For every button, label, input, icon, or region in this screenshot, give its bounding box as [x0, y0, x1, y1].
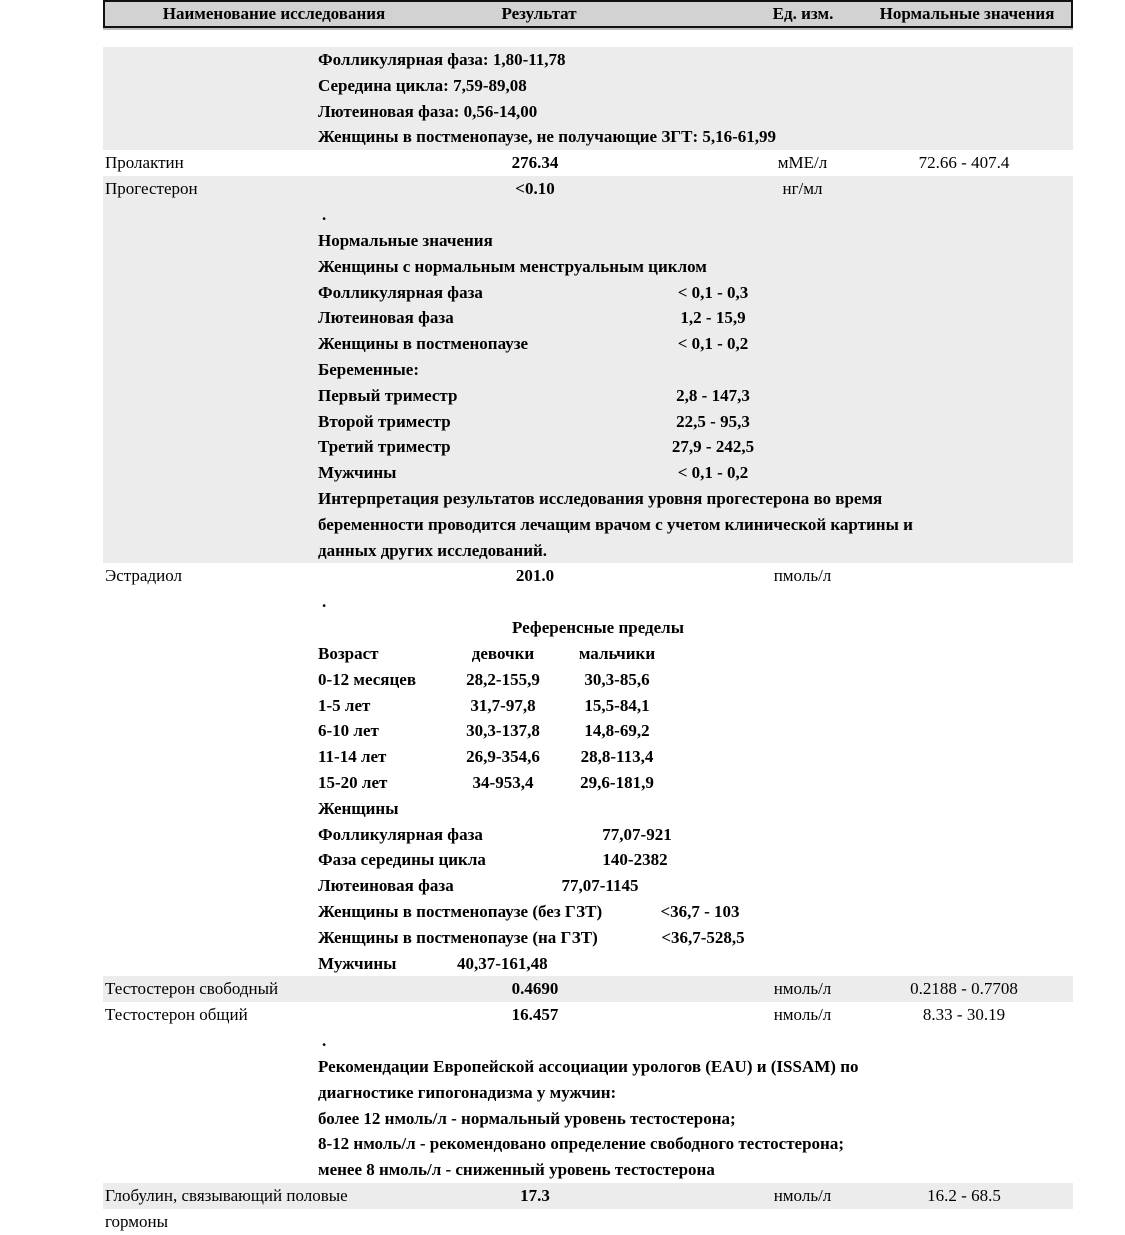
note-age-cell: 0-12 месяцев — [318, 669, 417, 689]
note-line: данных других исследований. — [318, 540, 548, 560]
result-row-testosterone-free — [103, 976, 1073, 1002]
table-header-row — [103, 0, 1073, 28]
note-age-cell: 28,2-155,9 — [466, 669, 540, 689]
note-line: более 12 нмоль/л - нормальный уровень тестостерона; — [318, 1108, 736, 1128]
note-pair-value: <36,7-528,5 — [661, 927, 745, 947]
note-section-title: Референсные пределы — [512, 618, 684, 638]
note-age-cell: 34-953,4 — [472, 772, 534, 792]
note-age-cell: 28,8-113,4 — [580, 747, 654, 767]
note-pair-label: Третий триместр — [318, 437, 451, 457]
units: нмоль/л — [773, 1005, 832, 1025]
test-name: Прогестерон — [105, 179, 198, 199]
top-reference-note — [103, 47, 1073, 150]
note-line: Женщины в постменопаузе, не получающие ЗГТ: 5,16-61,99 — [318, 127, 777, 147]
note-pair — [318, 951, 1073, 977]
test-name: Глобулин, связывающий половые гормоны — [105, 1186, 348, 1232]
note-pair — [318, 331, 1073, 357]
note-pair-label: Женщины в постменопаузе (на ГЗТ) — [318, 927, 598, 947]
note-pair-value: 2,8 - 147,3 — [676, 385, 750, 405]
normal-range: 16.2 - 68.5 — [927, 1186, 1001, 1206]
note-pair-label: Лютеиновая фаза — [318, 308, 454, 328]
result-row-testosterone-total — [103, 1002, 1073, 1028]
results-table — [103, 0, 1073, 1232]
note-age-cell: 30,3-85,6 — [584, 669, 650, 689]
result-value: <0.10 — [515, 179, 555, 199]
note-pair-value: 22,5 - 95,3 — [676, 411, 750, 431]
note-pair-value: < 0,1 - 0,2 — [677, 334, 749, 354]
note-pair — [318, 280, 1073, 306]
note-age-cell: 30,3-137,8 — [466, 721, 540, 741]
note-line: менее 8 нмоль/л - сниженный уровень тестостерона — [318, 1160, 715, 1180]
units: мМЕ/л — [777, 153, 828, 173]
note-pair-value: 77,07-921 — [602, 824, 672, 844]
note-pair — [318, 847, 1073, 873]
note-pair-label: Второй триместр — [318, 411, 451, 431]
note-pair-label: Первый триместр — [318, 385, 458, 405]
note-pair — [318, 305, 1073, 331]
normal-range: 0.2188 - 0.7708 — [910, 979, 1018, 999]
note-line: Рекомендации Европейской ассоциации урологов (EAU) и (ISSAM) по — [318, 1057, 859, 1077]
header-test-name: Наименование исследования — [162, 4, 386, 23]
note-pair — [318, 822, 1073, 848]
note-pair — [318, 873, 1073, 899]
note-pair-value: 40,37-161,48 — [457, 953, 548, 973]
note-age-table-row — [318, 718, 1073, 744]
note-age-cell: мальчики — [578, 643, 656, 663]
note-age-cell: 29,6-181,9 — [580, 772, 654, 792]
note-age-cell: 11-14 лет — [318, 747, 387, 767]
note-pair-label: Лютеиновая фаза — [318, 876, 454, 896]
note-age-cell: 1-5 лет — [318, 695, 371, 715]
note-dot: . — [322, 592, 327, 612]
note-pair-label: Женщины в постменопаузе (без ГЗТ) — [318, 901, 603, 921]
note-dot: . — [322, 1031, 327, 1051]
note-pair-label: Мужчины — [318, 463, 397, 483]
note-age-cell: 15-20 лет — [318, 772, 388, 792]
note-age-table-row — [318, 667, 1073, 693]
note-pair-value: 77,07-1145 — [561, 876, 639, 896]
testosterone-note — [103, 1028, 1073, 1183]
test-name: Тестостерон свободный — [105, 979, 279, 999]
note-pair — [318, 899, 1073, 925]
note-line: Нормальные значения — [318, 230, 493, 250]
note-line: Женщины с нормальным менструальным циклом — [318, 256, 707, 276]
note-line: Женщины — [318, 798, 399, 818]
result-value: 0.4690 — [511, 979, 559, 999]
header-units: Ед. изм. — [772, 4, 834, 23]
header-result: Результат — [501, 4, 577, 23]
note-pair-label: Фаза середины цикла — [318, 850, 486, 870]
note-line: 8-12 нмоль/л - рекомендовано определение свободного тестостерона; — [318, 1134, 845, 1154]
note-age-cell: 15,5-84,1 — [584, 695, 650, 715]
units: нг/мл — [782, 179, 823, 199]
estradiol-note — [103, 589, 1073, 976]
header-normal-values: Нормальные значения — [879, 4, 1055, 23]
result-row-estradiol — [103, 563, 1073, 589]
header-gap — [103, 28, 1073, 47]
note-pair-label: Мужчины — [318, 953, 397, 973]
note-age-cell: девочки — [471, 643, 535, 663]
note-age-table-row — [318, 693, 1073, 719]
units: нмоль/л — [773, 979, 832, 999]
note-line: Лютеиновая фаза: 0,56-14,00 — [318, 101, 538, 121]
note-pair-value: 140-2382 — [602, 850, 668, 870]
result-value: 17.3 — [520, 1186, 550, 1206]
normal-range: 8.33 - 30.19 — [922, 1005, 1006, 1025]
test-name: Тестостерон общий — [105, 1005, 248, 1025]
note-age-cell: Возраст — [318, 643, 379, 663]
note-line: Беременные: — [318, 359, 419, 379]
note-line: Фолликулярная фаза: 1,80-11,78 — [318, 50, 566, 69]
note-pair — [318, 409, 1073, 435]
result-value: 201.0 — [515, 566, 555, 586]
note-age-table-row — [318, 641, 1073, 667]
note-pair-label: Фолликулярная фаза — [318, 824, 483, 844]
result-row-progesterone — [103, 176, 1073, 202]
note-line: беременности проводится лечащим врачом с учетом клинической картины и — [318, 514, 913, 534]
note-pair-label: Фолликулярная фаза — [318, 282, 483, 302]
note-age-cell: 6-10 лет — [318, 721, 379, 741]
note-age-cell: 26,9-354,6 — [466, 747, 540, 767]
note-pair — [318, 383, 1073, 409]
note-pair-value: 1,2 - 15,9 — [680, 308, 746, 328]
note-pair — [318, 460, 1073, 486]
note-dot: . — [322, 205, 327, 225]
note-pair-label: Женщины в постменопаузе — [318, 334, 529, 354]
test-name: Эстрадиол — [105, 566, 182, 586]
note-pair — [318, 434, 1073, 460]
units: нмоль/л — [773, 1186, 832, 1206]
note-line: Интерпретация результатов исследования уровня прогестерона во время — [318, 488, 883, 508]
normal-range: 72.66 - 407.4 — [918, 153, 1010, 173]
note-line: диагностике гипогонадизма у мужчин: — [318, 1082, 617, 1102]
test-name: Пролактин — [105, 153, 184, 173]
note-pair-value: 27,9 - 242,5 — [671, 437, 755, 457]
table-body — [103, 47, 1073, 1232]
note-age-cell: 14,8-69,2 — [584, 721, 650, 741]
note-age-table-row — [318, 744, 1073, 770]
note-pair — [318, 925, 1073, 951]
note-age-table-row — [318, 770, 1073, 796]
note-line: Середина цикла: 7,59-89,08 — [318, 75, 527, 95]
units: пмоль/л — [773, 566, 832, 586]
result-value: 16.457 — [511, 1005, 559, 1025]
note-pair-value: <36,7 - 103 — [660, 901, 740, 921]
note-pair-value: < 0,1 - 0,3 — [677, 282, 749, 302]
result-row-prolactin — [103, 150, 1073, 176]
result-value: 276.34 — [511, 153, 559, 173]
progesterone-note — [103, 202, 1073, 563]
note-age-cell: 31,7-97,8 — [470, 695, 536, 715]
result-row-shbg — [103, 1183, 1073, 1232]
note-pair-value: < 0,1 - 0,2 — [677, 463, 749, 483]
